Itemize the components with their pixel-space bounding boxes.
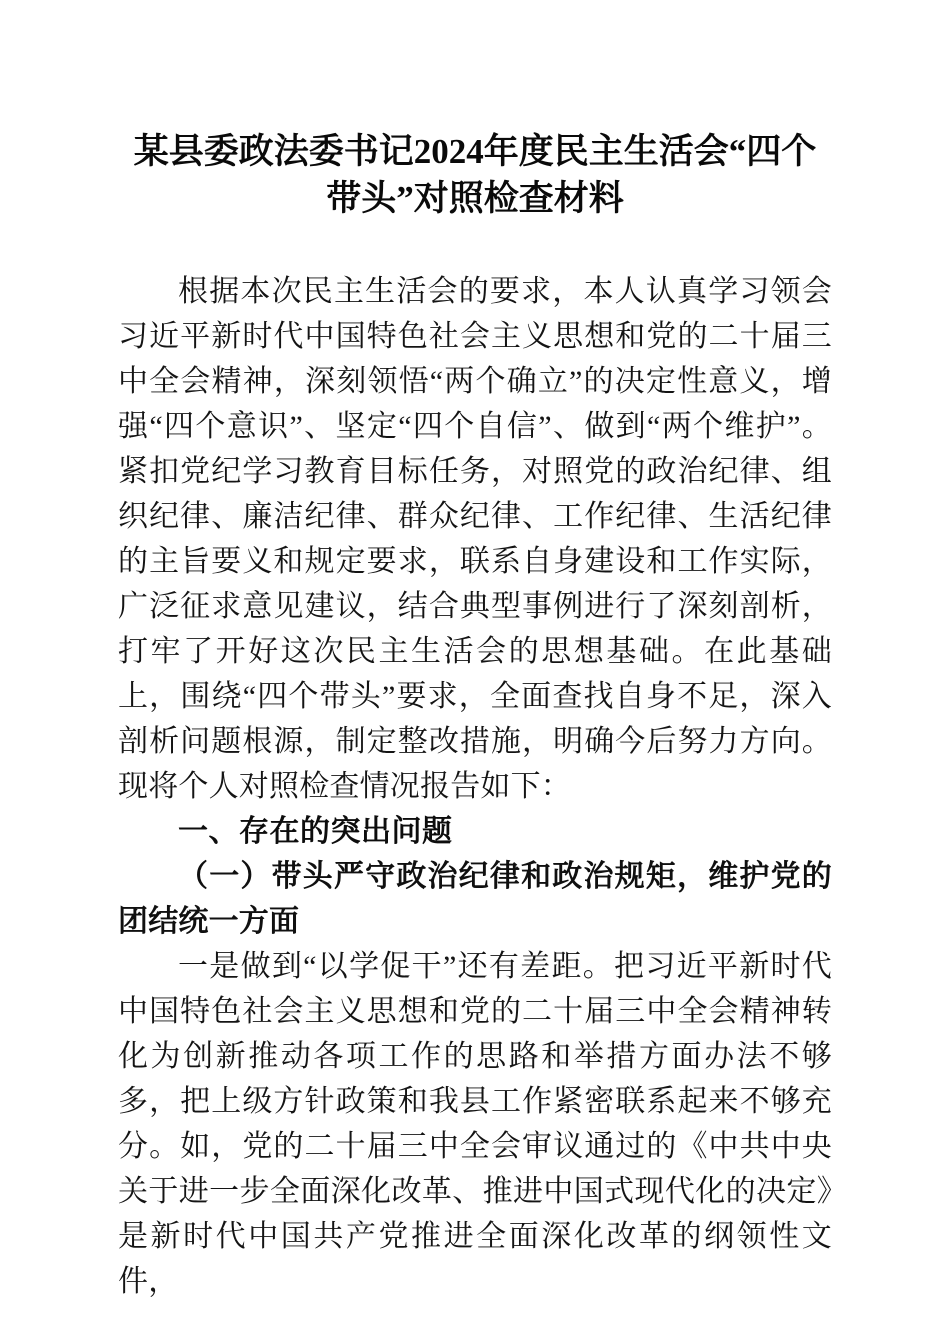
page-title [118,128,832,222]
subsection-heading-1: （一）带头严守政治纪律和政治规矩，维护党的团结统一方面 [118,860,832,938]
title-body-spacer [118,222,832,269]
document-content-area [118,128,832,1304]
page-title-line-1: 某县委政法委书记2024年度民主生活会“四 [133,132,782,171]
intro-paragraph: 根据本次民主生活会的要求，本人认真学习领会习近平新时代中国特色社会主义思想和党的二十届三中全会精神，深刻领悟“两个确立”的决定性意义，增强“四个意识”、坚定“四个自信”、做到“两个维护”。紧扣党纪学习教育目标任务，对照党的政治纪律、组织纪律、廉洁纪律、群众纪律、工作纪律、生活纪律的主旨要义和规定要求，联系自身建设和工作实际，广泛征求意见建议，结合典型事例进行了深刻剖析，打牢了开好这次民主生活会的思想基础。在此基础上，围绕“四个带头”要求，全面查找自身不足，深入剖析问题根源，制定整改措施，明确今后努力方向。现将个人对照检查情况报告如下： [118,275,832,803]
section-heading-1: 一、存在的突出问题 [178,815,453,848]
page-title-line-2: 个带头”对照检查材料 [326,132,817,218]
problem-item-1-paragraph: 一是做到“以学促干”还有差距。把习近平新时代中国特色社会主义思想和党的二十届三中全会精神转化为创新推动各项工作的思路和举措方面办法不够多，把上级方针政策和我县工作紧密联系起来不够充分。如，党的二十届三中全会审议通过的《中共中央关于进一步全面深化改革、推进中国式现代化的决定》是新时代中国共产党推进全面深化改革的纲领性文件， [118,950,832,1298]
